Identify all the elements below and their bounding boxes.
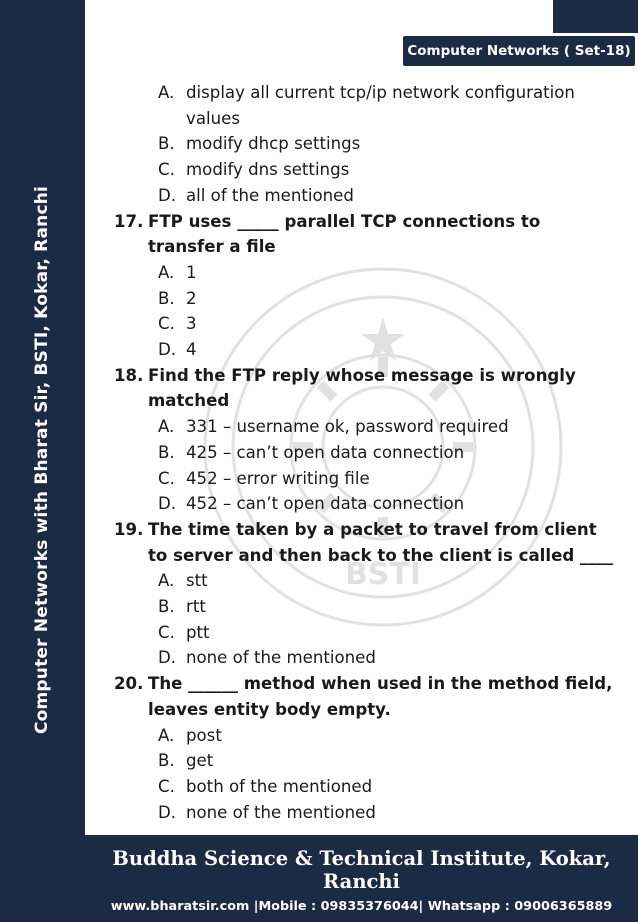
footer bbox=[85, 835, 638, 922]
question-19 bbox=[114, 517, 614, 671]
option-text: ptt bbox=[186, 622, 210, 642]
option-text: rtt bbox=[186, 597, 206, 617]
option-text: 3 bbox=[186, 314, 197, 334]
question-20 bbox=[114, 671, 614, 825]
option-item bbox=[114, 337, 614, 363]
option-letter: A. bbox=[158, 262, 175, 282]
option-item bbox=[114, 491, 614, 517]
option-text: none of the mentioned bbox=[186, 802, 376, 822]
side-bar bbox=[0, 0, 85, 922]
option-letter: C. bbox=[158, 622, 175, 642]
question-content bbox=[114, 80, 614, 825]
option-item bbox=[114, 80, 614, 131]
option-letter: C. bbox=[158, 468, 175, 488]
question-text bbox=[114, 363, 614, 414]
option-letter: D. bbox=[158, 648, 177, 668]
option-item bbox=[114, 260, 614, 286]
option-letter: C. bbox=[158, 314, 175, 334]
prev-option-list bbox=[114, 80, 614, 209]
option-item bbox=[114, 774, 614, 800]
option-item bbox=[114, 440, 614, 466]
option-text: 452 – error writing file bbox=[186, 468, 370, 488]
footer-contact: www.bharatsir.com |Mobile : 09835376044| Whatsapp : 09006365889 bbox=[110, 899, 613, 914]
question-stem: FTP uses _____ parallel TCP connections to transfer a file bbox=[148, 211, 541, 257]
option-letter: D. bbox=[158, 185, 177, 205]
option-item bbox=[114, 568, 614, 594]
option-item bbox=[114, 286, 614, 312]
question-number: 17. bbox=[114, 211, 144, 231]
option-letter: B. bbox=[158, 134, 175, 154]
question-text bbox=[114, 671, 614, 722]
question-stem: Find the FTP reply whose message is wrongly matched bbox=[148, 365, 576, 411]
option-letter: A. bbox=[158, 725, 175, 745]
option-letter: A. bbox=[158, 571, 175, 591]
option-text: both of the mentioned bbox=[186, 776, 373, 796]
option-text: 1 bbox=[186, 262, 197, 282]
option-letter: A. bbox=[158, 417, 175, 437]
option-item bbox=[114, 183, 614, 209]
option-text: display all current tcp/ip network configuration values bbox=[186, 83, 575, 128]
option-text: 2 bbox=[186, 288, 197, 308]
option-item bbox=[114, 620, 614, 646]
option-item bbox=[114, 748, 614, 774]
option-letter: B. bbox=[158, 288, 175, 308]
option-text: post bbox=[186, 725, 222, 745]
option-letter: D. bbox=[158, 494, 177, 514]
option-letter: C. bbox=[158, 160, 175, 180]
option-text: 331 – username ok, password required bbox=[186, 417, 509, 437]
option-item bbox=[114, 466, 614, 492]
question-number: 18. bbox=[114, 365, 144, 385]
option-item bbox=[114, 723, 614, 749]
option-text: modify dns settings bbox=[186, 160, 350, 180]
option-text: 452 – can’t open data connection bbox=[186, 494, 465, 514]
question-number: 19. bbox=[114, 519, 144, 539]
option-item bbox=[114, 594, 614, 620]
option-item bbox=[114, 414, 614, 440]
header-band bbox=[553, 0, 638, 33]
option-letter: D. bbox=[158, 340, 177, 360]
option-item bbox=[114, 800, 614, 826]
option-letter: B. bbox=[158, 597, 175, 617]
option-letter: B. bbox=[158, 442, 175, 462]
option-text: 4 bbox=[186, 340, 197, 360]
watermark-text: BSTI bbox=[344, 557, 422, 592]
option-letter: C. bbox=[158, 776, 175, 796]
side-title: Computer Networks with Bharat Sir, BSTI, Kokar, Ranchi bbox=[32, 185, 52, 735]
footer-institute: Buddha Science & Technical Institute, Kokar, Ranchi bbox=[112, 847, 611, 893]
option-item bbox=[114, 311, 614, 337]
option-text: stt bbox=[186, 571, 208, 591]
option-text: 425 – can’t open data connection bbox=[186, 442, 465, 462]
option-item bbox=[114, 157, 614, 183]
question-text bbox=[114, 517, 614, 568]
option-text: all of the mentioned bbox=[186, 185, 354, 205]
question-18 bbox=[114, 363, 614, 517]
question-text bbox=[114, 209, 614, 260]
option-text: none of the mentioned bbox=[186, 648, 376, 668]
option-letter: A. bbox=[158, 83, 175, 102]
option-letter: B. bbox=[158, 751, 175, 771]
question-stem: The ______ method when used in the method field, leaves entity body empty. bbox=[148, 674, 613, 719]
question-number: 20. bbox=[114, 674, 144, 694]
option-item bbox=[114, 645, 614, 671]
option-letter: D. bbox=[158, 802, 177, 822]
question-stem: The time taken by a packet to travel from client to server and then back to the client is called ____ bbox=[148, 519, 614, 565]
set-badge: Computer Networks ( Set-18) bbox=[403, 36, 635, 66]
option-text: modify dhcp settings bbox=[186, 134, 361, 154]
question-17 bbox=[114, 209, 614, 363]
option-text: get bbox=[186, 751, 214, 771]
option-item bbox=[114, 131, 614, 157]
